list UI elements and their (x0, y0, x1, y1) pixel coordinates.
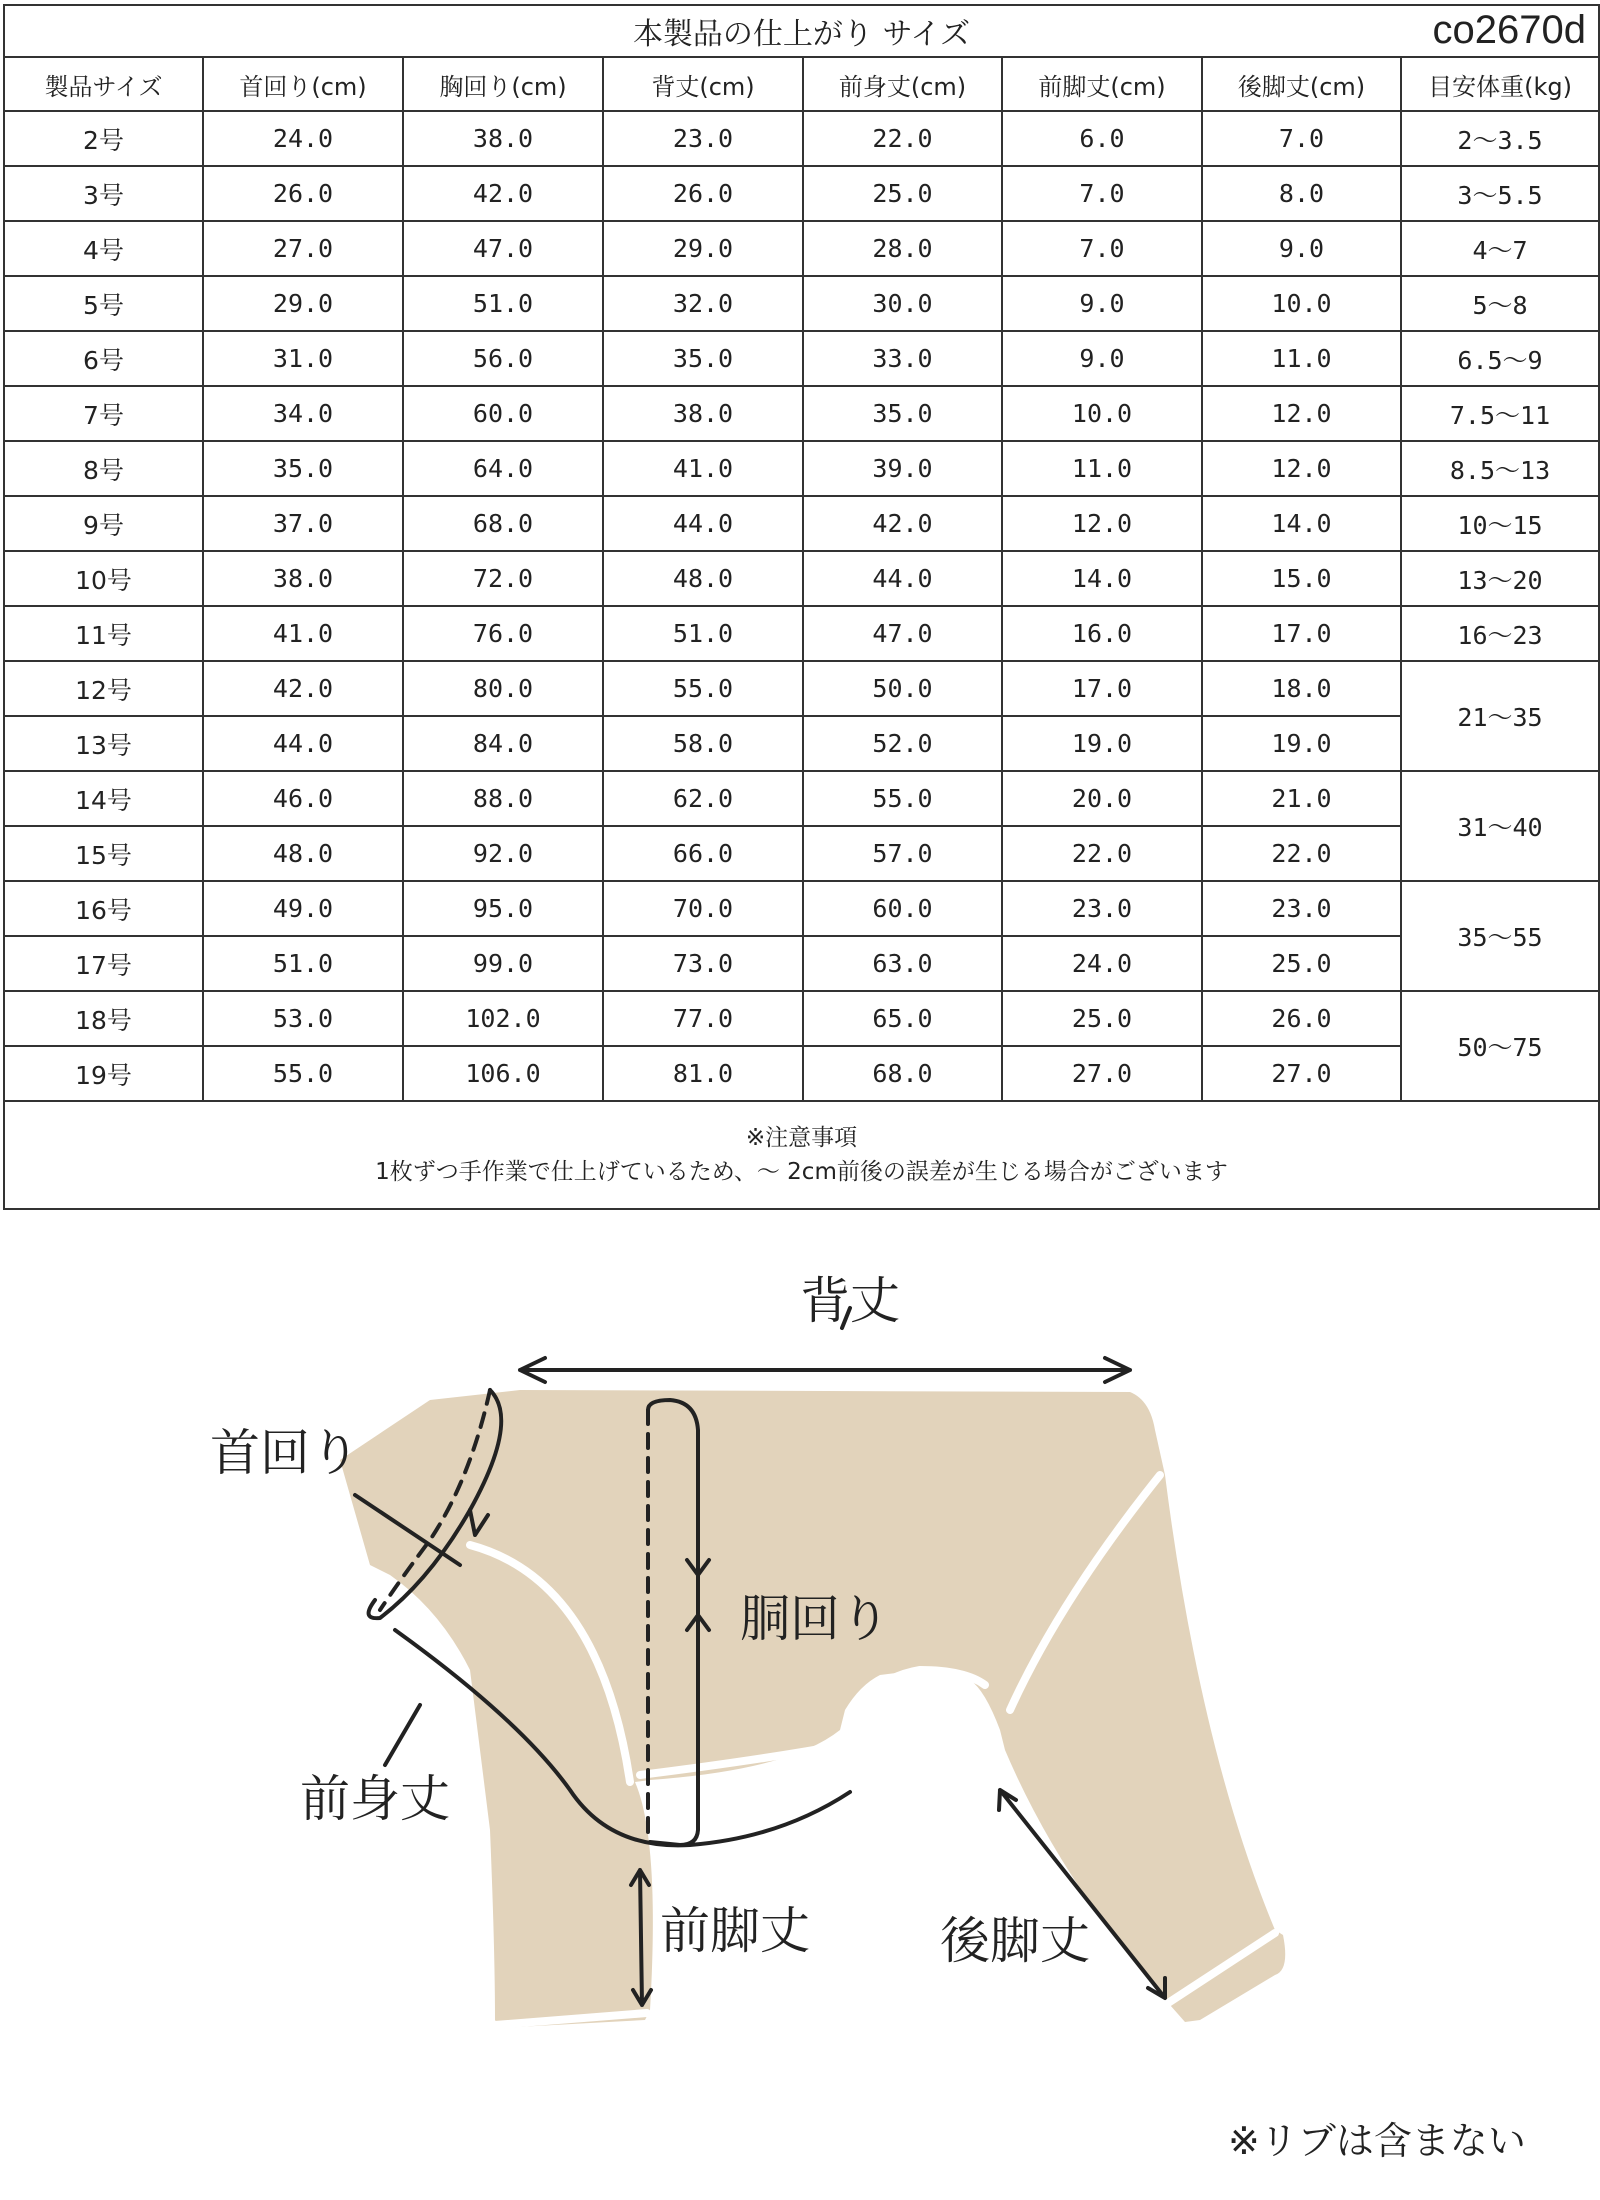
table-title-cell (4, 5, 1599, 57)
header-row (4, 57, 1599, 111)
table-row (4, 111, 1599, 166)
cell-neck: 49.0 (203, 881, 403, 936)
note-text: 1枚ずつ手作業で仕上げているため、～ 2cm前後の誤差が生じる場合がございます (375, 1159, 1228, 1185)
cell-weight: 5～8 (1401, 276, 1599, 331)
cell-front-body: 42.0 (803, 496, 1002, 551)
cell-chest: 51.0 (403, 276, 603, 331)
cell-back: 48.0 (603, 551, 803, 606)
cell-front-body: 52.0 (803, 716, 1002, 771)
cell-front-leg: 17.0 (1002, 661, 1202, 716)
cell-weight: 31～40 (1401, 771, 1599, 881)
cell-back: 29.0 (603, 221, 803, 276)
cell-hind-leg: 8.0 (1202, 166, 1401, 221)
cell-hind-leg: 11.0 (1202, 331, 1401, 386)
cell-neck: 38.0 (203, 551, 403, 606)
cell-hind-leg: 15.0 (1202, 551, 1401, 606)
cell-neck: 42.0 (203, 661, 403, 716)
cell-front-leg: 19.0 (1002, 716, 1202, 771)
cell-neck: 46.0 (203, 771, 403, 826)
cell-weight: 8.5～13 (1401, 441, 1599, 496)
cell-size: 10号 (4, 551, 203, 606)
footnote-rib: ※リブは含まない (1228, 2119, 1526, 2163)
header-neck: 首回り(cm) (203, 57, 403, 111)
cell-hind-leg: 12.0 (1202, 386, 1401, 441)
cell-front-leg: 27.0 (1002, 1046, 1202, 1101)
cell-hind-leg: 23.0 (1202, 881, 1401, 936)
cell-neck: 48.0 (203, 826, 403, 881)
cell-weight: 50～75 (1401, 991, 1599, 1101)
cell-chest: 88.0 (403, 771, 603, 826)
cell-front-body: 35.0 (803, 386, 1002, 441)
cell-front-body: 44.0 (803, 551, 1002, 606)
cell-size: 8号 (4, 441, 203, 496)
cell-back: 81.0 (603, 1046, 803, 1101)
table-row (4, 716, 1599, 771)
cell-hind-leg: 22.0 (1202, 826, 1401, 881)
cell-hind-leg: 10.0 (1202, 276, 1401, 331)
cell-front-leg: 12.0 (1002, 496, 1202, 551)
table-row (4, 771, 1599, 826)
header-chest: 胸回り(cm) (403, 57, 603, 111)
cell-front-leg: 22.0 (1002, 826, 1202, 881)
cell-back: 51.0 (603, 606, 803, 661)
cell-front-leg: 9.0 (1002, 276, 1202, 331)
cell-weight: 6.5～9 (1401, 331, 1599, 386)
header-front-body: 前身丈(cm) (803, 57, 1002, 111)
cell-front-leg: 11.0 (1002, 441, 1202, 496)
cell-neck: 24.0 (203, 111, 403, 166)
table-row (4, 331, 1599, 386)
cell-size: 9号 (4, 496, 203, 551)
cell-back: 58.0 (603, 716, 803, 771)
cell-front-body: 68.0 (803, 1046, 1002, 1101)
front-body-leader (385, 1705, 420, 1765)
cell-size: 5号 (4, 276, 203, 331)
cell-weight: 16～23 (1401, 606, 1599, 661)
cell-chest: 102.0 (403, 991, 603, 1046)
cell-neck: 29.0 (203, 276, 403, 331)
cell-chest: 95.0 (403, 881, 603, 936)
cell-weight: 21～35 (1401, 661, 1599, 771)
cell-front-body: 28.0 (803, 221, 1002, 276)
product-code: co2670d (1432, 8, 1587, 52)
cell-front-body: 63.0 (803, 936, 1002, 991)
cell-front-body: 47.0 (803, 606, 1002, 661)
cell-chest: 60.0 (403, 386, 603, 441)
cell-front-body: 25.0 (803, 166, 1002, 221)
cell-front-body: 22.0 (803, 111, 1002, 166)
cell-front-leg: 16.0 (1002, 606, 1202, 661)
cell-neck: 55.0 (203, 1046, 403, 1101)
cell-back: 23.0 (603, 111, 803, 166)
table-row (4, 496, 1599, 551)
size-table (3, 4, 1600, 1210)
cell-front-body: 30.0 (803, 276, 1002, 331)
cell-front-leg: 14.0 (1002, 551, 1202, 606)
cell-front-leg: 7.0 (1002, 221, 1202, 276)
cell-weight: 2～3.5 (1401, 111, 1599, 166)
cell-chest: 106.0 (403, 1046, 603, 1101)
cell-back: 44.0 (603, 496, 803, 551)
cell-size: 7号 (4, 386, 203, 441)
label-neck: 首回り (210, 1424, 360, 1482)
table-row (4, 991, 1599, 1046)
cell-weight: 4～7 (1401, 221, 1599, 276)
back-length-arrow (520, 1358, 1130, 1382)
cell-back: 26.0 (603, 166, 803, 221)
cell-front-leg: 10.0 (1002, 386, 1202, 441)
cell-chest: 80.0 (403, 661, 603, 716)
cell-size: 2号 (4, 111, 203, 166)
cell-size: 3号 (4, 166, 203, 221)
label-front-leg: 前脚丈 (660, 1902, 810, 1960)
cell-neck: 34.0 (203, 386, 403, 441)
cell-hind-leg: 9.0 (1202, 221, 1401, 276)
cell-size: 15号 (4, 826, 203, 881)
cell-weight: 7.5～11 (1401, 386, 1599, 441)
cell-front-body: 57.0 (803, 826, 1002, 881)
cell-neck: 53.0 (203, 991, 403, 1046)
cell-hind-leg: 27.0 (1202, 1046, 1401, 1101)
cell-front-leg: 6.0 (1002, 111, 1202, 166)
cell-chest: 42.0 (403, 166, 603, 221)
cell-back: 35.0 (603, 331, 803, 386)
cell-front-leg: 7.0 (1002, 166, 1202, 221)
cell-hind-leg: 12.0 (1202, 441, 1401, 496)
cell-back: 38.0 (603, 386, 803, 441)
measurement-diagram (0, 1230, 1600, 2200)
cell-hind-leg: 21.0 (1202, 771, 1401, 826)
cell-hind-leg: 17.0 (1202, 606, 1401, 661)
cell-neck: 31.0 (203, 331, 403, 386)
cell-front-body: 60.0 (803, 881, 1002, 936)
cell-chest: 72.0 (403, 551, 603, 606)
cell-chest: 76.0 (403, 606, 603, 661)
cell-hind-leg: 26.0 (1202, 991, 1401, 1046)
label-front-body: 前身丈 (300, 1770, 450, 1828)
cell-size: 11号 (4, 606, 203, 661)
cell-chest: 68.0 (403, 496, 603, 551)
cell-weight: 13～20 (1401, 551, 1599, 606)
cell-back: 66.0 (603, 826, 803, 881)
table-body (4, 5, 1599, 1209)
cell-front-leg: 24.0 (1002, 936, 1202, 991)
cell-front-leg: 9.0 (1002, 331, 1202, 386)
cell-back: 73.0 (603, 936, 803, 991)
table-row (4, 1046, 1599, 1101)
cell-hind-leg: 19.0 (1202, 716, 1401, 771)
cell-size: 13号 (4, 716, 203, 771)
cell-weight: 10～15 (1401, 496, 1599, 551)
cell-neck: 44.0 (203, 716, 403, 771)
cell-size: 18号 (4, 991, 203, 1046)
table-title: 本製品の仕上がり サイズ (632, 17, 971, 52)
table-row (4, 606, 1599, 661)
cell-hind-leg: 14.0 (1202, 496, 1401, 551)
title-row (4, 5, 1599, 57)
cell-hind-leg: 25.0 (1202, 936, 1401, 991)
note-title: ※注意事項 (745, 1125, 858, 1151)
cell-size: 16号 (4, 881, 203, 936)
cell-size: 4号 (4, 221, 203, 276)
header-weight: 目安体重(kg) (1401, 57, 1599, 111)
cell-chest: 64.0 (403, 441, 603, 496)
cell-size: 14号 (4, 771, 203, 826)
table-row (4, 166, 1599, 221)
cell-chest: 47.0 (403, 221, 603, 276)
table-row (4, 386, 1599, 441)
cell-front-body: 55.0 (803, 771, 1002, 826)
cell-front-body: 65.0 (803, 991, 1002, 1046)
cell-chest: 84.0 (403, 716, 603, 771)
cell-hind-leg: 7.0 (1202, 111, 1401, 166)
table-row (4, 221, 1599, 276)
table-row (4, 881, 1599, 936)
cell-front-body: 33.0 (803, 331, 1002, 386)
label-back: 背丈 (800, 1272, 900, 1330)
cell-weight: 3～5.5 (1401, 166, 1599, 221)
cell-front-leg: 23.0 (1002, 881, 1202, 936)
note-row (4, 1101, 1599, 1209)
cell-size: 17号 (4, 936, 203, 991)
cell-chest: 92.0 (403, 826, 603, 881)
cell-back: 32.0 (603, 276, 803, 331)
cell-neck: 26.0 (203, 166, 403, 221)
cell-neck: 37.0 (203, 496, 403, 551)
cell-neck: 51.0 (203, 936, 403, 991)
cell-front-leg: 20.0 (1002, 771, 1202, 826)
header-back: 背丈(cm) (603, 57, 803, 111)
cell-back: 55.0 (603, 661, 803, 716)
cell-chest: 56.0 (403, 331, 603, 386)
cell-back: 77.0 (603, 991, 803, 1046)
cell-chest: 38.0 (403, 111, 603, 166)
header-hind-leg: 後脚丈(cm) (1202, 57, 1401, 111)
cell-size: 6号 (4, 331, 203, 386)
table-row (4, 826, 1599, 881)
cell-front-body: 39.0 (803, 441, 1002, 496)
cell-size: 12号 (4, 661, 203, 716)
cell-back: 70.0 (603, 881, 803, 936)
cell-back: 62.0 (603, 771, 803, 826)
table-row (4, 661, 1599, 716)
table-row (4, 276, 1599, 331)
cell-front-body: 50.0 (803, 661, 1002, 716)
cell-hind-leg: 18.0 (1202, 661, 1401, 716)
table-row (4, 551, 1599, 606)
cell-weight: 35～55 (1401, 881, 1599, 991)
label-torso: 胴回り (740, 1590, 890, 1648)
table-row (4, 441, 1599, 496)
header-size: 製品サイズ (4, 57, 203, 111)
cell-chest: 99.0 (403, 936, 603, 991)
table-row (4, 936, 1599, 991)
cell-neck: 35.0 (203, 441, 403, 496)
cell-neck: 41.0 (203, 606, 403, 661)
note-cell (4, 1101, 1599, 1209)
label-hind-leg: 後脚丈 (940, 1912, 1090, 1970)
cell-size: 19号 (4, 1046, 203, 1101)
cell-front-leg: 25.0 (1002, 991, 1202, 1046)
header-front-leg: 前脚丈(cm) (1002, 57, 1202, 111)
cell-neck: 27.0 (203, 221, 403, 276)
cell-back: 41.0 (603, 441, 803, 496)
